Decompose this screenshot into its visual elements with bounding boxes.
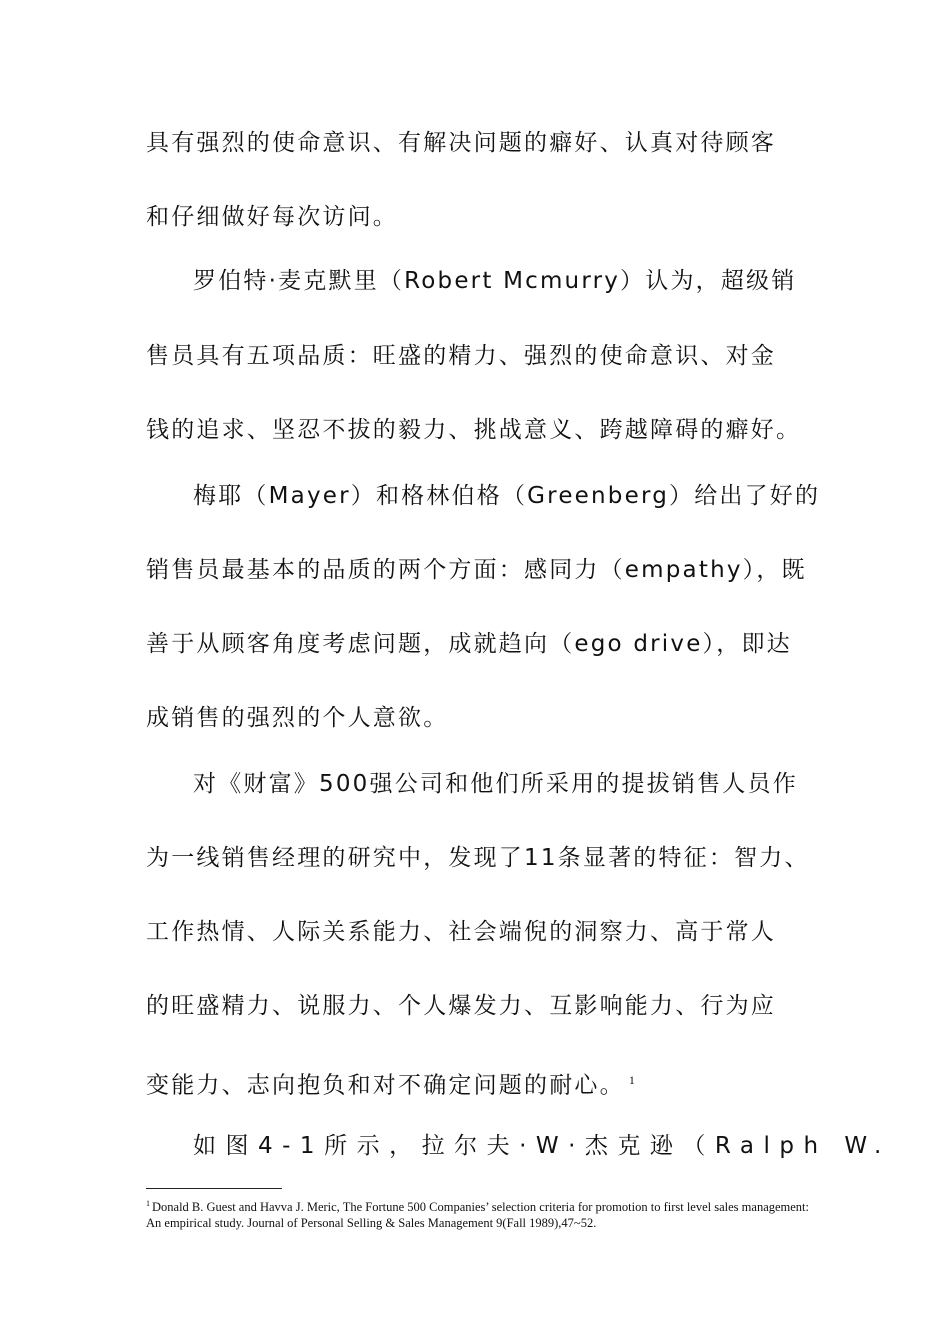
text-line-14-text: 变能力、志向抱负和对不确定问题的耐心。 (146, 1072, 625, 1099)
footnote-reference: 1 (628, 1073, 635, 1087)
text-line-11: 为一线销售经理的研究中，发现了11条显著的特征：智力、 (146, 845, 810, 871)
footnote-text: Donald B. Guest and Havva J. Meric, The Fortune 500 Companies’ selection criteria for promotion to first level sales management: An empirical study. Journal of Personal Selling & Sales Management 9(Fall 1989),47~52. (146, 1200, 810, 1231)
footnote (146, 1196, 826, 1231)
text-line-10: 对《财富》500强公司和他们所采用的提拔销售人员作 (193, 771, 798, 797)
footnote-separator (146, 1188, 282, 1189)
text-line-7: 销售员最基本的品质的两个方面：感同力（empathy），既 (146, 557, 807, 583)
text-line-9: 成销售的强烈的个人意欲。 (146, 705, 449, 731)
text-line-12: 工作热情、人际关系能力、社会端倪的洞察力、高于常人 (146, 919, 776, 945)
text-line-8: 善于从顾客角度考虑问题，成就趋向（ego drive），即达 (146, 631, 792, 657)
text-line-14 (146, 1065, 836, 1101)
text-line-2: 和仔细做好每次访问。 (146, 204, 398, 230)
text-line-4: 售员具有五项品质：旺盛的精力、强烈的使命意识、对金 (146, 343, 776, 369)
text-line-3: 罗伯特·麦克默里（Robert Mcmurry）认为，超级销 (193, 268, 797, 294)
text-line-6: 梅耶（Mayer）和格林伯格（Greenberg）给出了好的 (193, 483, 821, 509)
text-line-1: 具有强烈的使命意识、有解决问题的癖好、认真对待顾客 (146, 130, 776, 156)
text-line-5: 钱的追求、坚忍不拔的毅力、挑战意义、跨越障碍的癖好。 (146, 417, 802, 443)
footnote-mark: 1 (146, 1199, 150, 1208)
text-line-13: 的旺盛精力、说服力、个人爆发力、互影响能力、行为应 (146, 993, 776, 1019)
text-line-15: 如图4-1所示，拉尔夫·W·杰克逊（Ralph W. (193, 1133, 891, 1159)
